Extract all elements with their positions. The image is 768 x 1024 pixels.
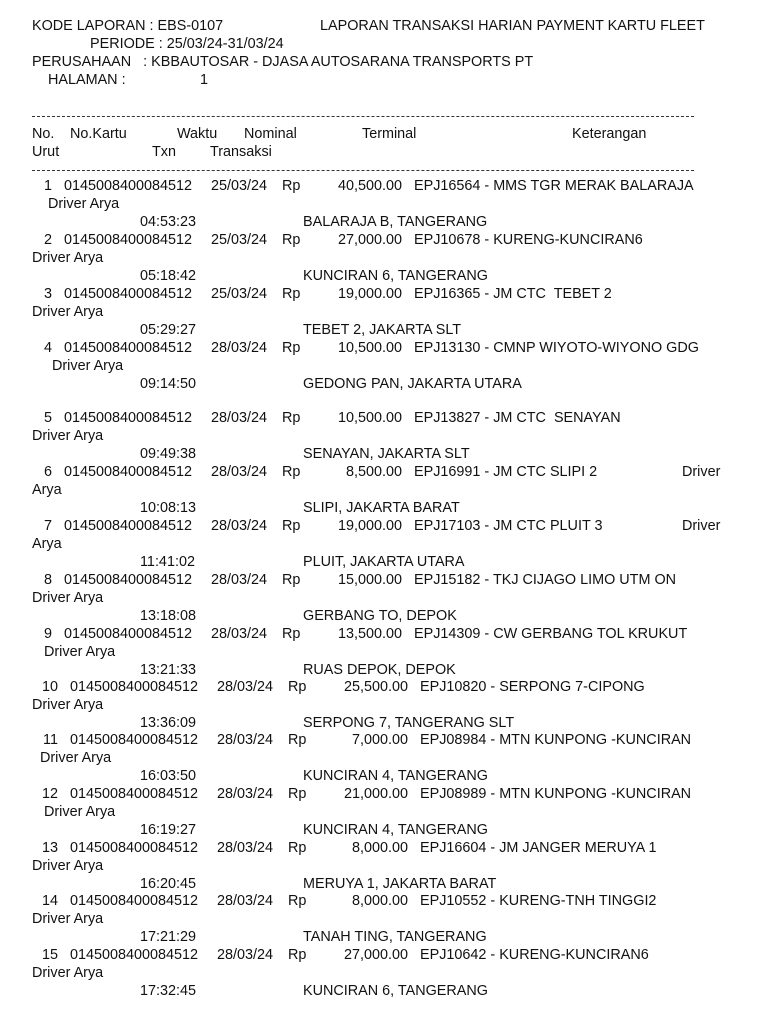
- driver-label: Driver Arya: [44, 644, 116, 660]
- currency: Rp: [288, 893, 307, 909]
- currency: Rp: [288, 840, 307, 856]
- amount: 8,000.00: [351, 840, 408, 856]
- txn-date: 28/03/24: [211, 464, 268, 480]
- col-keterangan: Keterangan: [572, 126, 647, 142]
- terminal-location: GERBANG TO, DEPOK: [303, 608, 457, 624]
- amount: 19,000.00: [337, 518, 402, 534]
- row-number: 11: [43, 732, 58, 748]
- terminal: EPJ13827 - JM CTC SENAYAN: [414, 410, 621, 426]
- terminal: EPJ10642 - KURENG-KUNCIRAN6: [420, 947, 649, 963]
- txn-time: 16:03:50: [140, 768, 197, 784]
- card-number: 0145008400084512: [70, 947, 199, 963]
- txn-date: 25/03/24: [211, 232, 268, 248]
- driver-label: Driver: [682, 464, 721, 480]
- row-number: 4: [43, 340, 52, 356]
- driver-label: Driver Arya: [52, 358, 124, 374]
- card-number: 0145008400084512: [70, 732, 199, 748]
- row-number: 15: [41, 947, 58, 963]
- row-number: 10: [41, 679, 58, 695]
- txn-time: 16:20:45: [140, 876, 197, 892]
- currency: Rp: [282, 464, 301, 480]
- terminal: EPJ16604 - JM JANGER MERUYA 1: [420, 840, 657, 856]
- terminal: EPJ10678 - KURENG-KUNCIRAN6: [414, 232, 643, 248]
- currency: Rp: [282, 232, 301, 248]
- periode: PERIODE : 25/03/24-31/03/24: [90, 36, 284, 52]
- terminal-location: KUNCIRAN 6, TANGERANG: [303, 983, 488, 999]
- txn-time: 05:29:27: [140, 322, 197, 338]
- card-number: 0145008400084512: [64, 626, 193, 642]
- kode-laporan: KODE LAPORAN : EBS-0107: [32, 18, 224, 34]
- txn-date: 25/03/24: [211, 178, 268, 194]
- currency: Rp: [282, 410, 301, 426]
- card-number: 0145008400084512: [64, 178, 193, 194]
- currency: Rp: [282, 572, 301, 588]
- txn-time: 09:49:38: [140, 446, 197, 462]
- row-number: 7: [43, 518, 52, 534]
- col-waktu: Waktu: [177, 126, 218, 142]
- amount: 19,000.00: [337, 286, 402, 302]
- txn-time: 09:14:50: [140, 376, 197, 392]
- terminal: EPJ16991 - JM CTC SLIPI 2: [414, 464, 598, 480]
- terminal-location: SLIPI, JAKARTA BARAT: [303, 500, 460, 516]
- currency: Rp: [282, 286, 301, 302]
- card-number: 0145008400084512: [70, 840, 199, 856]
- row-number: 13: [41, 840, 58, 856]
- card-number: 0145008400084512: [70, 786, 199, 802]
- txn-time: 05:18:42: [140, 268, 197, 284]
- terminal: EPJ15182 - TKJ CIJAGO LIMO UTM ON: [414, 572, 677, 588]
- driver-label: Driver Arya: [32, 697, 104, 713]
- report-title: LAPORAN TRANSAKSI HARIAN PAYMENT KARTU FLEET: [320, 18, 705, 34]
- currency: Rp: [282, 178, 301, 194]
- txn-date: 28/03/24: [211, 626, 268, 642]
- driver-label: Driver Arya: [40, 750, 112, 766]
- terminal-location: TANAH TING, TANGERANG: [303, 929, 487, 945]
- terminal: EPJ14309 - CW GERBANG TOL KRUKUT: [414, 626, 688, 642]
- driver-label: Driver Arya: [32, 304, 104, 320]
- txn-date: 28/03/24: [217, 947, 274, 963]
- terminal-location: MERUYA 1, JAKARTA BARAT: [303, 876, 497, 892]
- txn-date: 28/03/24: [217, 893, 274, 909]
- card-number: 0145008400084512: [70, 679, 199, 695]
- currency: Rp: [282, 340, 301, 356]
- terminal: EPJ08989 - MTN KUNPONG -KUNCIRAN: [420, 786, 692, 802]
- driver-label: Driver Arya: [32, 428, 104, 444]
- col-terminal: Terminal: [362, 126, 417, 142]
- terminal-location: SENAYAN, JAKARTA SLT: [303, 446, 470, 462]
- card-number: 0145008400084512: [64, 232, 193, 248]
- terminal: EPJ13130 - CMNP WIYOTO-WIYONO GDG: [414, 340, 699, 356]
- row-number: 1: [43, 178, 52, 194]
- amount: 15,000.00: [337, 572, 402, 588]
- col-no: No.: [32, 126, 55, 142]
- driver-label: Driver Arya: [32, 965, 104, 981]
- col-txn: Txn: [152, 144, 176, 160]
- card-number: 0145008400084512: [70, 893, 199, 909]
- terminal: EPJ10552 - KURENG-TNH TINGGI2: [420, 893, 657, 909]
- driver-label-wrap: Arya: [32, 536, 62, 552]
- terminal-location: TEBET 2, JAKARTA SLT: [303, 322, 462, 338]
- row-number: 2: [43, 232, 52, 248]
- txn-date: 28/03/24: [211, 410, 268, 426]
- col-nominal: Nominal: [244, 126, 297, 142]
- txn-date: 28/03/24: [211, 572, 268, 588]
- currency: Rp: [288, 732, 307, 748]
- terminal-location: SERPONG 7, TANGERANG SLT: [303, 715, 515, 731]
- card-number: 0145008400084512: [64, 464, 193, 480]
- row-number: 9: [43, 626, 52, 642]
- amount: 13,500.00: [337, 626, 402, 642]
- driver-label: Driver Arya: [32, 911, 104, 927]
- txn-time: 13:18:08: [140, 608, 197, 624]
- col-no-kartu: No.Kartu: [70, 126, 127, 142]
- amount: 25,500.00: [343, 679, 408, 695]
- row-number: 3: [43, 286, 52, 302]
- halaman-value: 1: [200, 72, 209, 88]
- row-number: 6: [43, 464, 52, 480]
- terminal: EPJ16564 - MMS TGR MERAK BALARAJA: [414, 178, 694, 194]
- currency: Rp: [282, 626, 301, 642]
- amount: 8,500.00: [345, 464, 402, 480]
- amount: 8,000.00: [351, 893, 408, 909]
- row-number: 14: [41, 893, 58, 909]
- txn-time: 13:21:33: [140, 662, 197, 678]
- currency: Rp: [288, 947, 307, 963]
- driver-label: Driver Arya: [32, 590, 104, 606]
- driver-label: Driver: [682, 518, 721, 534]
- amount: 27,000.00: [337, 232, 402, 248]
- terminal-location: KUNCIRAN 4, TANGERANG: [303, 822, 488, 838]
- col-transaksi: Transaksi: [210, 144, 272, 160]
- terminal: EPJ08984 - MTN KUNPONG -KUNCIRAN: [420, 732, 692, 748]
- row-number: 8: [43, 572, 52, 588]
- driver-label: Driver Arya: [48, 196, 120, 212]
- driver-label: Driver Arya: [44, 804, 116, 820]
- driver-label: Driver Arya: [32, 858, 104, 874]
- txn-date: 28/03/24: [217, 786, 274, 802]
- perusahaan: PERUSAHAAN : KBBAUTOSAR - DJASA AUTOSARANA TRANSPORTS PT: [32, 54, 534, 70]
- halaman-label: HALAMAN :: [48, 72, 126, 88]
- terminal-location: PLUIT, JAKARTA UTARA: [303, 554, 465, 570]
- txn-time: 10:08:13: [140, 500, 197, 516]
- row-number: 5: [43, 410, 52, 426]
- currency: Rp: [288, 679, 307, 695]
- currency: Rp: [288, 786, 307, 802]
- terminal: EPJ16365 - JM CTC TEBET 2: [414, 286, 612, 302]
- terminal-location: KUNCIRAN 6, TANGERANG: [303, 268, 488, 284]
- driver-label: Driver Arya: [32, 250, 104, 266]
- amount: 27,000.00: [343, 947, 408, 963]
- currency: Rp: [282, 518, 301, 534]
- txn-time: 17:21:29: [140, 929, 197, 945]
- txn-date: 25/03/24: [211, 286, 268, 302]
- card-number: 0145008400084512: [64, 518, 193, 534]
- txn-time: 17:32:45: [140, 983, 197, 999]
- terminal-location: KUNCIRAN 4, TANGERANG: [303, 768, 488, 784]
- terminal: EPJ17103 - JM CTC PLUIT 3: [414, 518, 603, 534]
- terminal-location: RUAS DEPOK, DEPOK: [303, 662, 456, 678]
- col-urut: Urut: [32, 144, 60, 160]
- txn-time: 13:36:09: [140, 715, 197, 731]
- txn-time: 11:41:02: [140, 554, 195, 570]
- txn-date: 28/03/24: [211, 518, 268, 534]
- txn-date: 28/03/24: [211, 340, 268, 356]
- card-number: 0145008400084512: [64, 410, 193, 426]
- txn-date: 28/03/24: [217, 732, 274, 748]
- txn-date: 28/03/24: [217, 840, 274, 856]
- row-number: 12: [41, 786, 58, 802]
- separator-top: [32, 116, 694, 117]
- terminal-location: BALARAJA B, TANGERANG: [303, 214, 488, 230]
- amount: 10,500.00: [337, 410, 402, 426]
- amount: 10,500.00: [337, 340, 402, 356]
- amount: 7,000.00: [351, 732, 408, 748]
- card-number: 0145008400084512: [64, 572, 193, 588]
- amount: 40,500.00: [337, 178, 402, 194]
- card-number: 0145008400084512: [64, 286, 193, 302]
- card-number: 0145008400084512: [64, 340, 193, 356]
- amount: 21,000.00: [343, 786, 408, 802]
- separator-header: [32, 170, 694, 171]
- terminal-location: GEDONG PAN, JAKARTA UTARA: [303, 376, 522, 392]
- terminal: EPJ10820 - SERPONG 7-CIPONG: [420, 679, 645, 695]
- txn-time: 04:53:23: [140, 214, 197, 230]
- driver-label-wrap: Arya: [32, 482, 62, 498]
- txn-time: 16:19:27: [140, 822, 197, 838]
- txn-date: 28/03/24: [217, 679, 274, 695]
